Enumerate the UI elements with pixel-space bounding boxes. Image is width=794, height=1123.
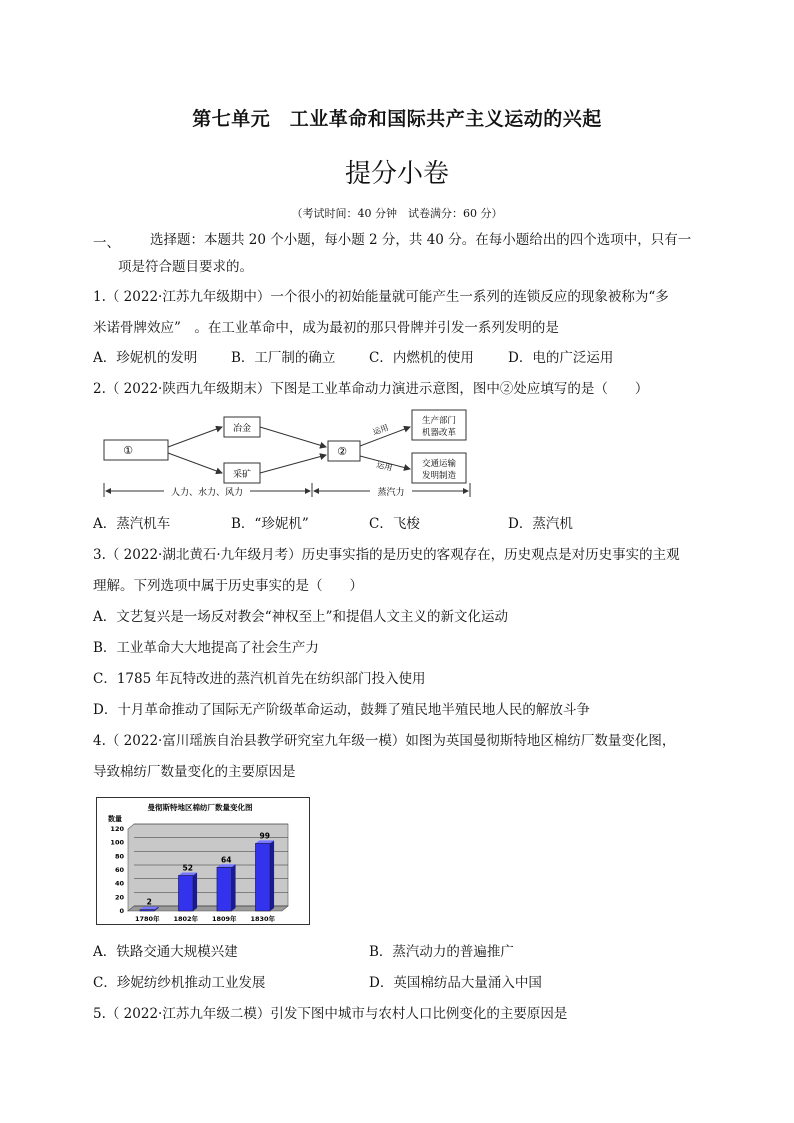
chart-ylabel: 数量 <box>108 815 122 823</box>
power-evolution-diagram <box>100 405 478 502</box>
diagram-mining-label: 采矿 <box>232 470 252 480</box>
q5-stem: 5.（ 2022·江苏九年级二模）引发下图中城市与农村人口比例变化的主要原因是 <box>93 1006 568 1022</box>
q4-option-d: D．英国棉纺品大量涌入中国 <box>369 975 542 991</box>
x-tick-label: 1780年 <box>134 915 160 923</box>
arrow-to-mining <box>168 453 222 473</box>
data-label: 99 <box>259 831 270 841</box>
q1-option-a: A．珍妮机的发明 <box>93 350 198 366</box>
q1-stem-line1: 1.（ 2022·江苏九年级期中）一个很小的初始能量就可能产生一系列的连锁反应的现象被称为“多 <box>93 289 669 305</box>
diagram-transport-line1: 交通运输 <box>421 459 457 469</box>
x-tick-label: 1830年 <box>250 915 276 923</box>
paper-subtitle: 提分小卷 <box>344 159 449 189</box>
cotton-mill-bar-chart <box>96 797 310 925</box>
bar <box>140 910 155 911</box>
diagram-use-label-1: 运用 <box>371 422 390 437</box>
bar <box>178 875 193 911</box>
diagram-box-1-label: ① <box>123 444 133 457</box>
x-tick-label: 1809年 <box>211 915 237 923</box>
bar-side <box>193 872 197 911</box>
data-label: 64 <box>221 855 232 865</box>
diagram-transport-line2: 发明制造 <box>421 471 457 481</box>
section-instruction-line2: 项是符合题目要求的。 <box>118 259 253 275</box>
x-tick-label: 1802年 <box>173 915 199 923</box>
diagram-metal-label: 冶金 <box>232 424 252 434</box>
y-tick-label: 20 <box>114 893 124 902</box>
y-tick-label: 80 <box>114 852 124 861</box>
q4-stem-line1: 4.（ 2022·富川瑶族自治县教学研究室九年级一模）如图为英国曼彻斯特地区棉纺厂数量变化图， <box>93 733 676 749</box>
y-tick-label: 60 <box>114 866 124 874</box>
arrow-metal-to-box2 <box>260 427 326 447</box>
q4-option-c: C．珍妮纺纱机推动工业发展 <box>93 975 266 991</box>
q4-option-b: B．蒸汽动力的普遍推广 <box>369 944 514 960</box>
q4-stem-line2: 导致棉纺厂数量变化的主要原因是 <box>93 764 296 780</box>
q2-option-c: C．飞梭 <box>369 516 420 532</box>
timeline-right-label: 蒸汽力 <box>377 488 405 498</box>
q2-option-b: B．“珍妮机” <box>231 516 309 532</box>
q2-option-a: A．蒸汽机车 <box>93 516 171 532</box>
bar-side <box>232 864 236 911</box>
arrow-to-metal <box>168 427 222 447</box>
bar <box>255 843 270 911</box>
q1-stem-line2: 米诺骨牌效应” 。在工业革命中，成为最初的那只骨牌并引发一系列发明的是 <box>93 320 559 336</box>
y-tick-label: 40 <box>114 879 124 888</box>
diagram-box-2-label: ② <box>337 445 347 458</box>
q3-option-c: C．1785 年瓦特改进的蒸汽机首先在纺织部门投入使用 <box>93 671 426 687</box>
timeline-left-arrowhead-l <box>105 488 111 494</box>
y-tick-label: 100 <box>110 838 124 847</box>
diagram-production-line2: 机器改革 <box>421 428 457 438</box>
q1-option-d: D．电的广泛运用 <box>508 350 614 366</box>
q3-stem-line1: 3.（ 2022·湖北黄石·九年级月考）历史事实指的是历史的客观存在，历史观点是对历史事实的主观 <box>93 547 680 563</box>
data-label: 52 <box>182 863 193 873</box>
q2-option-d: D．蒸汽机 <box>508 516 573 532</box>
diagram-use-label-2: 运用 <box>375 460 394 473</box>
timeline-left-label: 人力、水力、风力 <box>170 488 244 498</box>
exam-info: （考试时间：40 分钟 试卷满分：60 分） <box>291 207 503 220</box>
data-label: 2 <box>146 897 152 907</box>
chart-title: 曼彻斯特地区棉纺厂数量变化图 <box>147 803 253 812</box>
timeline-right-arrowhead-l <box>313 488 319 494</box>
bar-side <box>270 840 274 911</box>
y-tick-label: 0 <box>119 907 124 915</box>
timeline-left-arrowhead-r <box>305 488 311 494</box>
timeline-right-arrowhead-r <box>463 488 469 494</box>
q1-option-c: C．内燃机的使用 <box>369 350 474 366</box>
q3-option-d: D．十月革命推动了国际无产阶级革命运动，鼓舞了殖民地半殖民地人民的解放斗争 <box>93 702 590 718</box>
unit-title: 第七单元 工业革命和国际共产主义运动的兴起 <box>192 108 602 130</box>
y-tick-label: 120 <box>110 825 124 833</box>
q1-option-b: B．工厂制的确立 <box>231 350 336 366</box>
section-instruction-line1: 选择题：本题共 20 个小题，每小题 2 分，共 40 分。在每小题给出的四个选项中，只有一 <box>150 232 692 248</box>
diagram-production-line1: 生产部门 <box>421 416 457 426</box>
diagram-box-1 <box>104 440 168 460</box>
bar <box>217 867 232 911</box>
q2-stem: 2.（ 2022·陕西九年级期末）下图是工业革命动力演进示意图，图中②处应填写的是（ ） <box>93 381 649 397</box>
q4-option-a: A．铁路交通大规模兴建 <box>93 944 238 960</box>
q3-option-b: B．工业革命大大地提高了社会生产力 <box>93 640 319 656</box>
q3-option-a: A．文艺复兴是一场反对教会“神权至上”和提倡人文主义的新文化运动 <box>93 609 509 625</box>
arrow-mining-to-box2 <box>260 455 326 473</box>
section-number: 一、 <box>93 235 120 251</box>
q3-stem-line2: 理解。下列选项中属于历史事实的是（ ） <box>93 578 363 594</box>
